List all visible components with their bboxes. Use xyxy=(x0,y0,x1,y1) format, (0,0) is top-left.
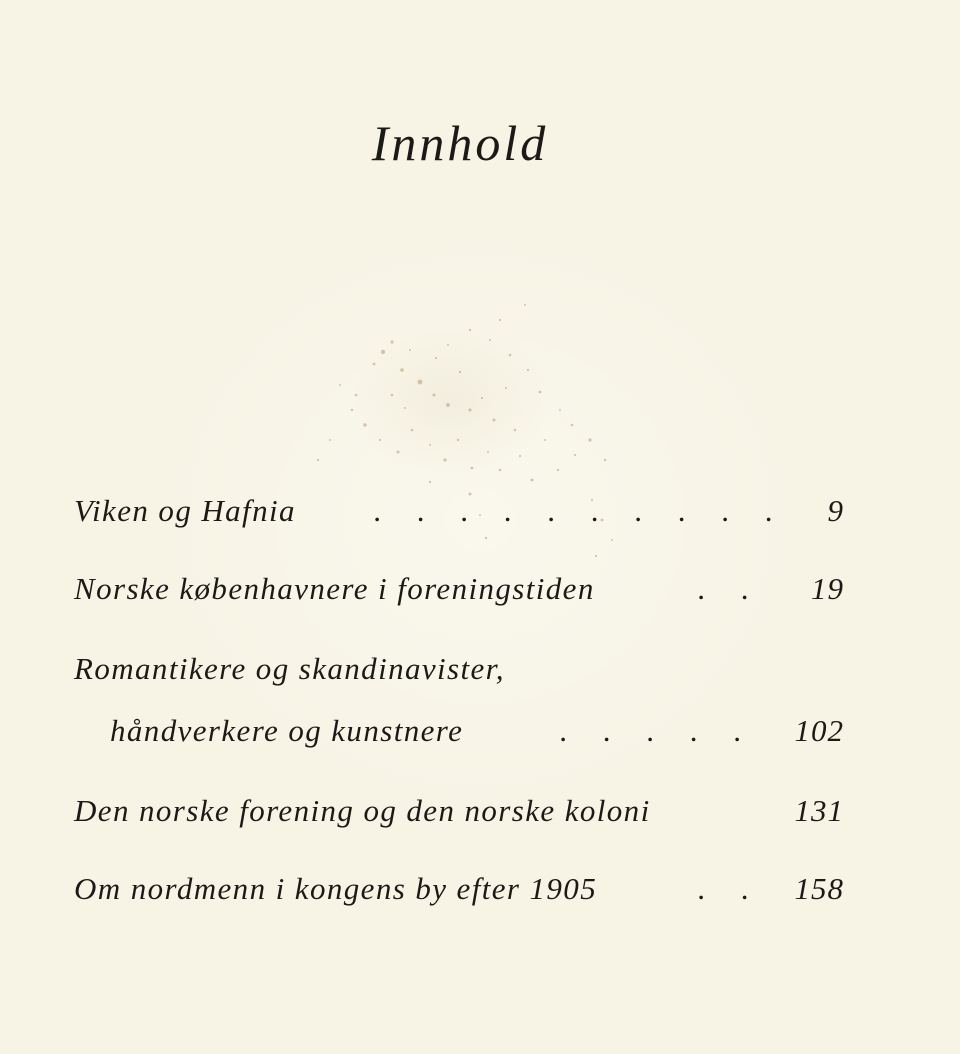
toc-entry xyxy=(74,864,844,914)
toc-entry-title: Om nordmenn i kongens by efter 1905 xyxy=(74,871,598,906)
toc-entry-page: 9 xyxy=(827,493,844,528)
toc-entry-title: Norske københavnere i foreningstiden xyxy=(74,571,595,606)
toc-entry xyxy=(74,706,844,756)
toc-entry-leaders: . . . . . . . . . . xyxy=(374,493,788,528)
toc-entry-page: 158 xyxy=(794,871,844,906)
toc-entry-leaders: . . xyxy=(698,571,764,606)
toc-entry-leaders: . . . . . xyxy=(560,713,756,748)
toc-entry xyxy=(74,786,844,836)
page-title: Innhold xyxy=(371,115,549,171)
toc-entry-title: håndverkere og kunstnere xyxy=(110,713,464,748)
toc-entry xyxy=(74,644,844,694)
toc-entry xyxy=(74,486,844,536)
toc-entry xyxy=(74,564,844,614)
toc-entry-page: 102 xyxy=(794,713,844,748)
toc-entry-page: 131 xyxy=(794,793,844,828)
toc-entry-title: Romantikere og skandinavister, xyxy=(74,651,505,686)
toc-entry-leaders: . . xyxy=(698,871,764,906)
toc-entry-title: Viken og Hafnia xyxy=(74,493,296,528)
toc-entry-page: 19 xyxy=(811,571,844,606)
toc-entry-title: Den norske forening og den norske koloni xyxy=(74,793,651,828)
